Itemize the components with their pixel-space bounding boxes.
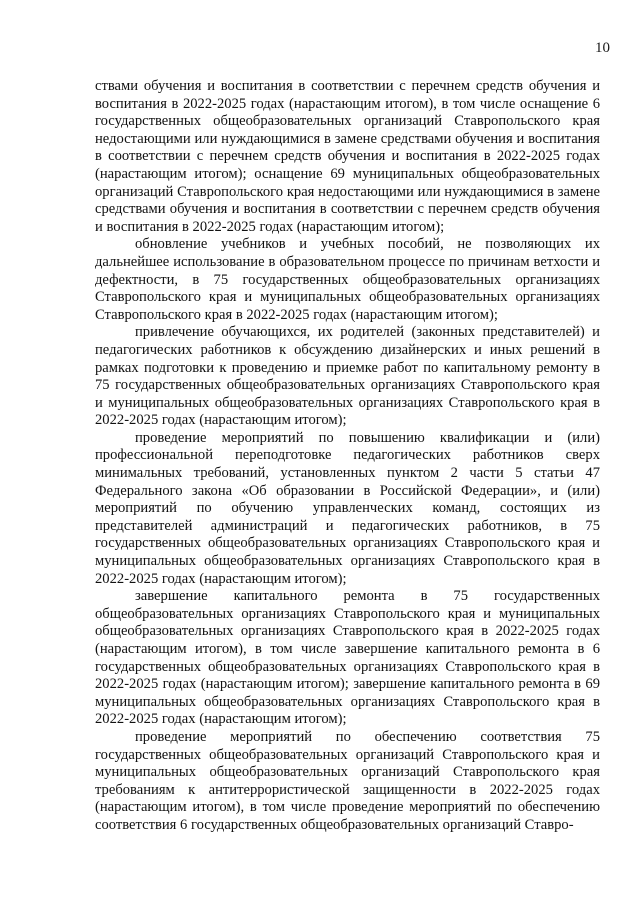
paragraph: проведение мероприятий по повышению квалификации и (или) профессиональной переподготовке педагогических работников сверх минимальных требований, установленных пунктом 2 части 5 статьи 47 Федерального закона «Об образовании в Российской Федерации», и (или) мероприятий по обучению управленческих команд, состоящих из представителей администраций и педагогических работников, в 75 государственных общеобразовательных организациях Ставропольского края и муниципальных общеобразовательных организациях Ставропольского края в 2022-2025 годах (нарастающим итогом); (95, 429, 600, 587)
document-body (95, 78, 600, 835)
page-number: 10 (595, 40, 610, 56)
paragraph: проведение мероприятий по обеспечению соответствия 75 государственных общеобразовательных организаций Ставропольского края и муниципальных общеобразовательных организаций Ставропольского края требованиям к антитеррористической защищенности в 2022-2025 годах (нарастающим итогом), в том числе проведение мероприятий по обеспечению соответствия 6 государственных общеобразовательных организаций Ставро- (95, 728, 600, 833)
paragraph: обновление учебников и учебных пособий, не позволяющих их дальнейшее использование в образовательном процессе по причинам ветхости и дефектности, в 75 государственных общеобразовательных организациях Ставропольского края и муниципальных общеобразовательных организациях Ставропольского края в 2022-2025 годах (нарастающим итогом); (95, 236, 600, 323)
paragraph-continuation: ствами обучения и воспитания в соответствии с перечнем средств обучения и воспитания в 2022-2025 годах (нарастающим итогом), в том числе оснащение 6 государственных общеобразовательных организаций Ставропольского края недостающими или нуждающимися в замене средствами обучения и воспитания в соответствии с перечнем средств обучения и воспитания в 2022-2025 годах (нарастающим итогом); оснащение 69 муниципальных общеобразовательных организаций Ставропольского края недостающими или нуждающимися в замене средствами обучения и воспитания в соответствии с перечнем средств обучения и воспитания в 2022-2025 годах (нарастающим итогом); (95, 78, 600, 235)
paragraph: завершение капитального ремонта в 75 государственных общеобразовательных организациях Ставропольского края и муниципальных общеобразовательных организациях Ставропольского края в 2022-2025 годах (нарастающим итогом), в том числе завершение капитального ремонта в 6 государственных общеобразовательных организациях Ставропольского края в 2022-2025 годах (нарастающим итогом); завершение капитального ремонта в 69 муниципальных общеобразовательных организациях Ставропольского края в 2022-2025 годах (нарастающим итогом); (95, 588, 600, 728)
paragraph: привлечение обучающихся, их родителей (законных представителей) и педагогических работников к обсуждению дизайнерских и иных решений в рамках подготовки к проведению и приемке работ по капитальному ремонту в 75 государственных общеобразовательных организациях Ставропольского края и муниципальных общеобразовательных организациях Ставропольского края в 2022-2025 годах (нарастающим итогом); (95, 324, 600, 429)
